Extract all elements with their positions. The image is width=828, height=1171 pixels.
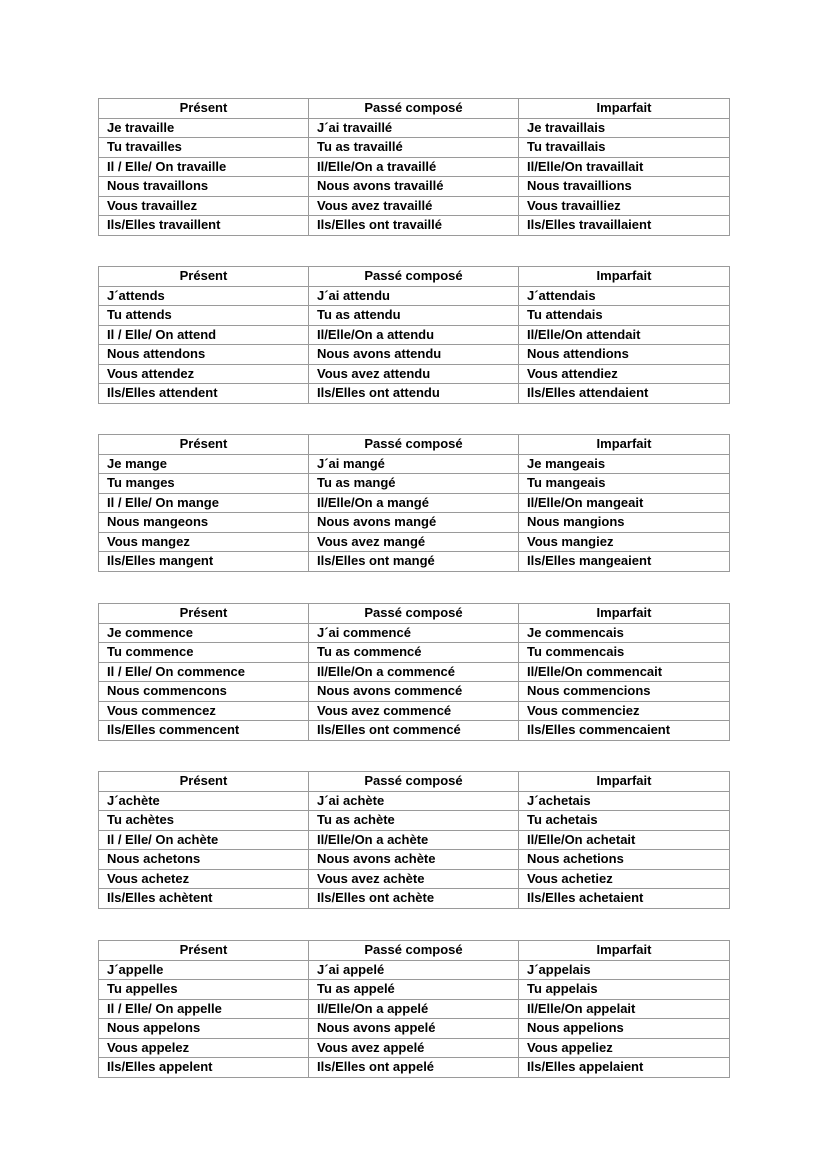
cell-present: Vous appelez bbox=[99, 1038, 309, 1058]
table-row bbox=[99, 532, 730, 552]
table-row bbox=[99, 811, 730, 831]
cell-imparfait: Tu appelais bbox=[519, 980, 730, 1000]
table-row bbox=[99, 364, 730, 384]
conjugation-table bbox=[98, 771, 730, 909]
cell-imparfait: Nous attendions bbox=[519, 345, 730, 365]
cell-passe-compose: Vous avez travaillé bbox=[309, 196, 519, 216]
cell-present: Nous achetons bbox=[99, 850, 309, 870]
cell-passe-compose: Tu as attendu bbox=[309, 306, 519, 326]
column-header-passe-compose: Passé composé bbox=[309, 941, 519, 961]
column-header-imparfait: Imparfait bbox=[519, 772, 730, 792]
cell-present: Il / Elle/ On appelle bbox=[99, 999, 309, 1019]
cell-imparfait: J´attendais bbox=[519, 286, 730, 306]
cell-present: Ils/Elles attendent bbox=[99, 384, 309, 404]
cell-imparfait: Nous achetions bbox=[519, 850, 730, 870]
cell-passe-compose: Ils/Elles ont commencé bbox=[309, 721, 519, 741]
cell-passe-compose: Ils/Elles ont achète bbox=[309, 889, 519, 909]
cell-passe-compose: Tu as appelé bbox=[309, 980, 519, 1000]
cell-present: J´achète bbox=[99, 791, 309, 811]
table-row bbox=[99, 960, 730, 980]
cell-imparfait: Je travaillais bbox=[519, 118, 730, 138]
cell-imparfait: Je commencais bbox=[519, 623, 730, 643]
cell-imparfait: Vous attendiez bbox=[519, 364, 730, 384]
table-row bbox=[99, 286, 730, 306]
cell-imparfait: Ils/Elles achetaient bbox=[519, 889, 730, 909]
cell-passe-compose: Tu as mangé bbox=[309, 474, 519, 494]
conjugation-table bbox=[98, 940, 730, 1078]
column-header-present: Présent bbox=[99, 267, 309, 287]
cell-imparfait: Tu mangeais bbox=[519, 474, 730, 494]
table-row bbox=[99, 999, 730, 1019]
cell-passe-compose: Nous avons attendu bbox=[309, 345, 519, 365]
cell-present: Tu attends bbox=[99, 306, 309, 326]
cell-passe-compose: Nous avons travaillé bbox=[309, 177, 519, 197]
table-header-row bbox=[99, 941, 730, 961]
cell-present: Il / Elle/ On achète bbox=[99, 830, 309, 850]
table-row bbox=[99, 552, 730, 572]
cell-passe-compose: Nous avons mangé bbox=[309, 513, 519, 533]
cell-present: J´appelle bbox=[99, 960, 309, 980]
cell-present: J´attends bbox=[99, 286, 309, 306]
cell-imparfait: Ils/Elles mangeaient bbox=[519, 552, 730, 572]
column-header-present: Présent bbox=[99, 941, 309, 961]
table-header-row bbox=[99, 435, 730, 455]
conjugation-table bbox=[98, 434, 730, 572]
cell-imparfait: Vous mangiez bbox=[519, 532, 730, 552]
table-row bbox=[99, 345, 730, 365]
cell-present: Vous mangez bbox=[99, 532, 309, 552]
cell-passe-compose: Ils/Elles ont travaillé bbox=[309, 216, 519, 236]
table-row bbox=[99, 138, 730, 158]
cell-passe-compose: Il/Elle/On a achète bbox=[309, 830, 519, 850]
table-row bbox=[99, 384, 730, 404]
cell-imparfait: Ils/Elles attendaient bbox=[519, 384, 730, 404]
cell-passe-compose: J´ai commencé bbox=[309, 623, 519, 643]
conjugation-table bbox=[98, 98, 730, 236]
cell-imparfait: Vous achetiez bbox=[519, 869, 730, 889]
table-row bbox=[99, 682, 730, 702]
table-row bbox=[99, 662, 730, 682]
cell-imparfait: Vous appeliez bbox=[519, 1038, 730, 1058]
cell-imparfait: Il/Elle/On commencait bbox=[519, 662, 730, 682]
cell-present: Tu manges bbox=[99, 474, 309, 494]
column-header-present: Présent bbox=[99, 604, 309, 624]
cell-present: Nous appelons bbox=[99, 1019, 309, 1039]
table-row bbox=[99, 850, 730, 870]
cell-imparfait: Nous travaillions bbox=[519, 177, 730, 197]
table-row bbox=[99, 1058, 730, 1078]
cell-imparfait: Il/Elle/On attendait bbox=[519, 325, 730, 345]
cell-passe-compose: Nous avons commencé bbox=[309, 682, 519, 702]
cell-imparfait: Il/Elle/On appelait bbox=[519, 999, 730, 1019]
cell-imparfait: Nous mangions bbox=[519, 513, 730, 533]
cell-present: Nous mangeons bbox=[99, 513, 309, 533]
cell-imparfait: Ils/Elles travaillaient bbox=[519, 216, 730, 236]
cell-imparfait: Ils/Elles commencaient bbox=[519, 721, 730, 741]
cell-passe-compose: Tu as travaillé bbox=[309, 138, 519, 158]
cell-imparfait: Ils/Elles appelaient bbox=[519, 1058, 730, 1078]
table-row bbox=[99, 889, 730, 909]
cell-present: Il / Elle/ On mange bbox=[99, 493, 309, 513]
cell-imparfait: Tu travaillais bbox=[519, 138, 730, 158]
cell-imparfait: Nous commencions bbox=[519, 682, 730, 702]
cell-present: Tu commence bbox=[99, 643, 309, 663]
cell-passe-compose: Vous avez appelé bbox=[309, 1038, 519, 1058]
cell-passe-compose: Vous avez commencé bbox=[309, 701, 519, 721]
table-row bbox=[99, 791, 730, 811]
table-row bbox=[99, 157, 730, 177]
table-row bbox=[99, 721, 730, 741]
column-header-imparfait: Imparfait bbox=[519, 267, 730, 287]
table-row bbox=[99, 216, 730, 236]
table-row bbox=[99, 701, 730, 721]
cell-present: Ils/Elles commencent bbox=[99, 721, 309, 741]
cell-present: Tu appelles bbox=[99, 980, 309, 1000]
cell-present: Il / Elle/ On travaille bbox=[99, 157, 309, 177]
cell-passe-compose: J´ai travaillé bbox=[309, 118, 519, 138]
cell-imparfait: Tu commencais bbox=[519, 643, 730, 663]
cell-imparfait: Vous travailliez bbox=[519, 196, 730, 216]
table-header-row bbox=[99, 267, 730, 287]
cell-present: Il / Elle/ On commence bbox=[99, 662, 309, 682]
column-header-passe-compose: Passé composé bbox=[309, 604, 519, 624]
table-row bbox=[99, 474, 730, 494]
table-row bbox=[99, 493, 730, 513]
cell-present: Ils/Elles appelent bbox=[99, 1058, 309, 1078]
column-header-passe-compose: Passé composé bbox=[309, 99, 519, 119]
table-row bbox=[99, 623, 730, 643]
cell-passe-compose: Il/Elle/On a mangé bbox=[309, 493, 519, 513]
cell-imparfait: J´achetais bbox=[519, 791, 730, 811]
cell-passe-compose: Nous avons appelé bbox=[309, 1019, 519, 1039]
cell-imparfait: Nous appelions bbox=[519, 1019, 730, 1039]
cell-present: Vous commencez bbox=[99, 701, 309, 721]
cell-present: Vous travaillez bbox=[99, 196, 309, 216]
cell-passe-compose: Nous avons achète bbox=[309, 850, 519, 870]
column-header-passe-compose: Passé composé bbox=[309, 772, 519, 792]
table-row bbox=[99, 869, 730, 889]
column-header-imparfait: Imparfait bbox=[519, 435, 730, 455]
cell-present: Je travaille bbox=[99, 118, 309, 138]
table-row bbox=[99, 830, 730, 850]
cell-present: Vous attendez bbox=[99, 364, 309, 384]
cell-present: Ils/Elles travaillent bbox=[99, 216, 309, 236]
cell-present: Tu achètes bbox=[99, 811, 309, 831]
cell-passe-compose: J´ai achète bbox=[309, 791, 519, 811]
cell-imparfait: Vous commenciez bbox=[519, 701, 730, 721]
table-row bbox=[99, 1019, 730, 1039]
column-header-present: Présent bbox=[99, 772, 309, 792]
cell-imparfait: Tu achetais bbox=[519, 811, 730, 831]
table-row bbox=[99, 643, 730, 663]
cell-passe-compose: Tu as commencé bbox=[309, 643, 519, 663]
cell-imparfait: Il/Elle/On travaillait bbox=[519, 157, 730, 177]
cell-passe-compose: Il/Elle/On a travaillé bbox=[309, 157, 519, 177]
cell-imparfait: J´appelais bbox=[519, 960, 730, 980]
cell-passe-compose: J´ai attendu bbox=[309, 286, 519, 306]
cell-present: Ils/Elles achètent bbox=[99, 889, 309, 909]
table-row bbox=[99, 1038, 730, 1058]
column-header-imparfait: Imparfait bbox=[519, 99, 730, 119]
table-row bbox=[99, 196, 730, 216]
cell-passe-compose: Ils/Elles ont appelé bbox=[309, 1058, 519, 1078]
conjugation-table bbox=[98, 266, 730, 404]
cell-passe-compose: J´ai mangé bbox=[309, 454, 519, 474]
table-row bbox=[99, 306, 730, 326]
cell-passe-compose: Il/Elle/On a commencé bbox=[309, 662, 519, 682]
cell-passe-compose: Tu as achète bbox=[309, 811, 519, 831]
column-header-imparfait: Imparfait bbox=[519, 604, 730, 624]
cell-present: Vous achetez bbox=[99, 869, 309, 889]
table-header-row bbox=[99, 99, 730, 119]
cell-present: Il / Elle/ On attend bbox=[99, 325, 309, 345]
cell-passe-compose: Vous avez attendu bbox=[309, 364, 519, 384]
cell-present: Nous commencons bbox=[99, 682, 309, 702]
cell-imparfait: Tu attendais bbox=[519, 306, 730, 326]
cell-present: Je commence bbox=[99, 623, 309, 643]
column-header-present: Présent bbox=[99, 435, 309, 455]
column-header-present: Présent bbox=[99, 99, 309, 119]
table-row bbox=[99, 513, 730, 533]
table-header-row bbox=[99, 604, 730, 624]
cell-present: Tu travailles bbox=[99, 138, 309, 158]
cell-present: Je mange bbox=[99, 454, 309, 474]
column-header-passe-compose: Passé composé bbox=[309, 435, 519, 455]
table-row bbox=[99, 325, 730, 345]
table-row bbox=[99, 980, 730, 1000]
cell-passe-compose: Ils/Elles ont mangé bbox=[309, 552, 519, 572]
cell-passe-compose: Vous avez achète bbox=[309, 869, 519, 889]
cell-imparfait: Il/Elle/On mangeait bbox=[519, 493, 730, 513]
cell-passe-compose: Vous avez mangé bbox=[309, 532, 519, 552]
cell-present: Nous travaillons bbox=[99, 177, 309, 197]
cell-present: Ils/Elles mangent bbox=[99, 552, 309, 572]
cell-present: Nous attendons bbox=[99, 345, 309, 365]
cell-imparfait: Il/Elle/On achetait bbox=[519, 830, 730, 850]
conjugation-table bbox=[98, 603, 730, 741]
table-header-row bbox=[99, 772, 730, 792]
table-row bbox=[99, 454, 730, 474]
cell-passe-compose: Il/Elle/On a appelé bbox=[309, 999, 519, 1019]
cell-passe-compose: Il/Elle/On a attendu bbox=[309, 325, 519, 345]
cell-passe-compose: J´ai appelé bbox=[309, 960, 519, 980]
column-header-imparfait: Imparfait bbox=[519, 941, 730, 961]
cell-imparfait: Je mangeais bbox=[519, 454, 730, 474]
column-header-passe-compose: Passé composé bbox=[309, 267, 519, 287]
table-row bbox=[99, 118, 730, 138]
table-row bbox=[99, 177, 730, 197]
cell-passe-compose: Ils/Elles ont attendu bbox=[309, 384, 519, 404]
